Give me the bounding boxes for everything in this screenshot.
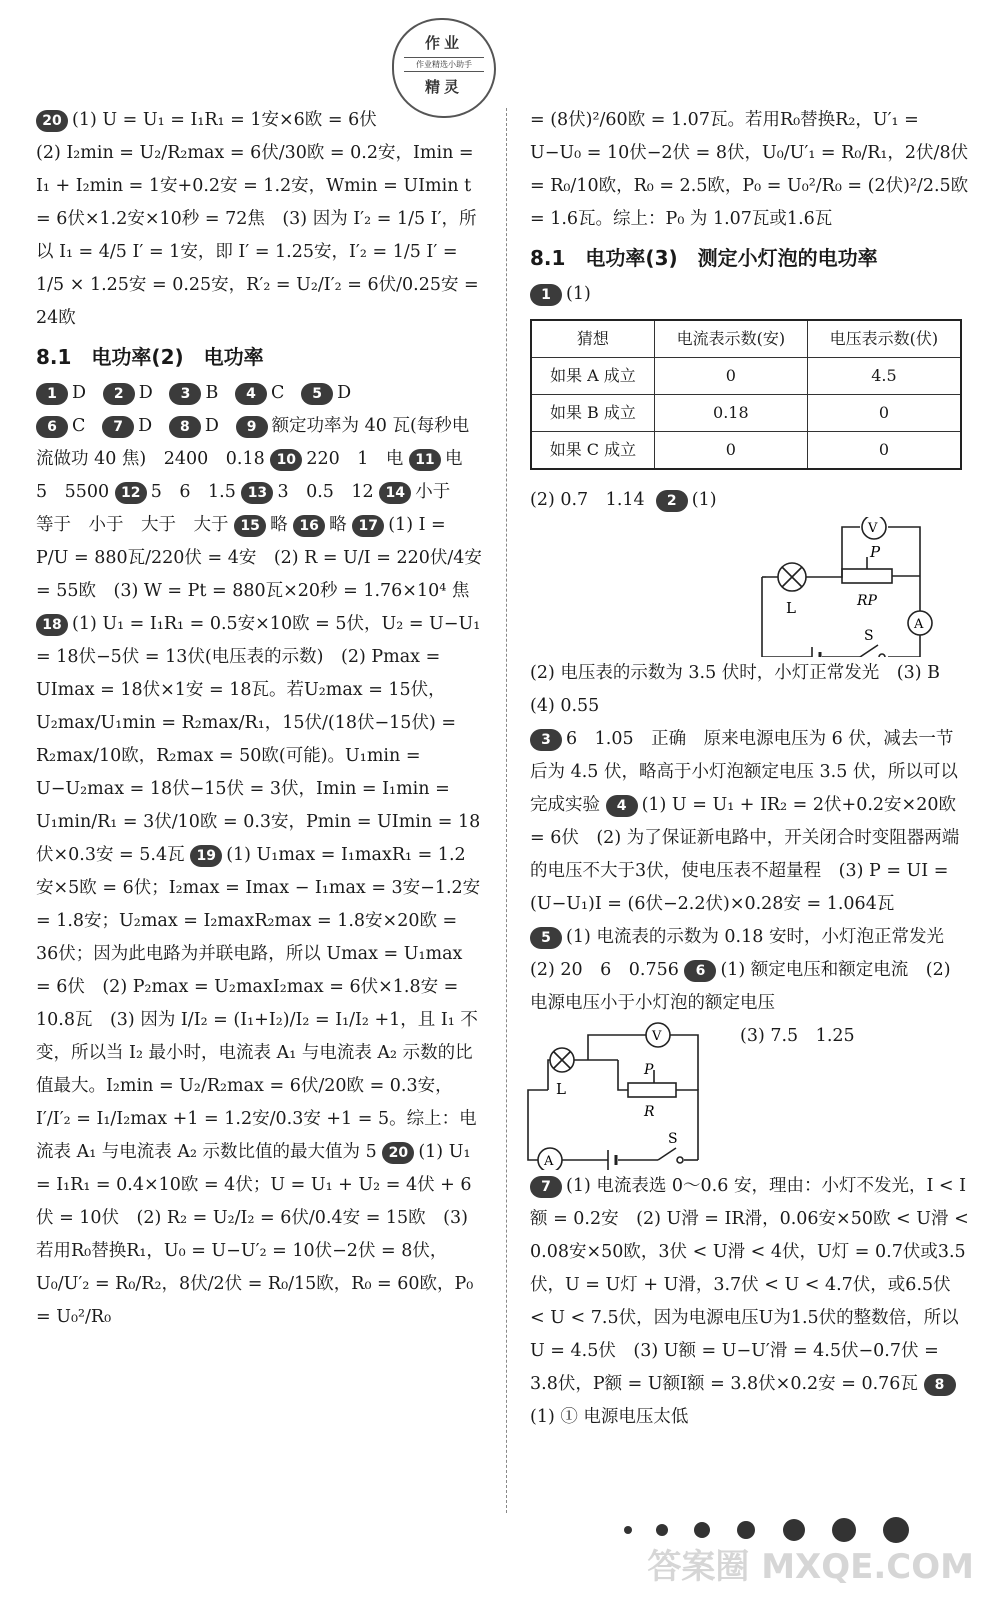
left-column: [36, 104, 482, 1334]
question-number: 10: [270, 449, 302, 471]
question-number: 2: [103, 383, 135, 405]
table-row: [531, 395, 961, 432]
table-cell: 0: [654, 358, 807, 395]
question-number: 1: [36, 383, 68, 405]
question-number: 19: [190, 845, 222, 867]
watermark: 答案圈 MXQE.COM: [647, 1547, 974, 1587]
answer-text: (1) 电流表的示数为 0.18 安时，小灯泡正常发光 (2) 20 6 0.756: [530, 927, 962, 980]
answer-text: (1) 额定电压和额定电流 (2) 电源电压小于小灯泡的额定电压: [530, 960, 951, 1013]
stamp-bottom-text: 精灵: [424, 78, 463, 96]
slider-label: P: [870, 543, 881, 561]
question-number: 18: [36, 614, 68, 636]
table-cell: 如果 B 成立: [531, 395, 654, 432]
stamp-top-text: 作业: [424, 34, 463, 52]
answer-text: D: [138, 383, 153, 403]
lamp-label: L: [556, 1080, 566, 1098]
switch-label: S: [668, 1131, 678, 1147]
answer-2-part2: (2) 电压表的示数为 3.5 伏时，小灯正常发光 (3) B (4) 0.55: [530, 663, 958, 716]
answer-text: 略: [329, 515, 347, 535]
question-number: 7: [102, 416, 134, 438]
question-number: 16: [293, 515, 325, 537]
question-number: 20: [382, 1142, 414, 1164]
voltmeter-label: V: [868, 521, 878, 536]
answer-text: B: [205, 383, 219, 403]
answer-text: (1) 电流表选 0～0.6 安，理由：小灯不发光，I < I额 = 0.2安 (2) U滑 = IR滑，0.06安×50欧 < U滑 < 0.08安×50欧，3伏 < U滑 < 4伏，U灯 = 0.7伏或3.5伏，U = U灯 + U滑，3.7伏 < U < 4.7伏，或6.5伏 < U < 7.5伏，因为电源电压U为1.5伏的整数倍，所以U = 4.5伏 (3) U额 = U−U′滑 = 4.5伏−0.7伏 = 3.8伏，P额 = U额I额 = 3.8伏×0.2安 = 0.76瓦: [530, 1176, 969, 1394]
question-number: 11: [409, 449, 441, 471]
answer-7: [530, 1170, 970, 1434]
answer-1: [530, 278, 970, 311]
stamp-middle-text: 作业精选小助手: [404, 57, 484, 72]
answer-20-continued: = (8伏)²/60欧 = 1.07瓦。若用R₀替换R₂，U′₁ = U−U₀ = 10伏−2伏 = 8伏，U₀/U′₁ = R₀/R₁，2伏/8伏 = R₀/10欧，R₀ = 2.5欧，P₀ = U₀²/R₀ = (2伏)²/2.5欧 = 1.6瓦。综上：P₀ 为 1.07瓦或1.6瓦: [530, 110, 969, 229]
table-header: 电压表示数(伏): [807, 320, 961, 358]
answer-20-part2: (2) I₂min = U₂/R₂max = 6伏/30欧 = 0.2安，Imin = I₁ + I₂min = 1安+0.2安 = 1.2安，Wmin = UImin t = 6伏×1.2安×10秒 = 72焦 (3) 因为 I′₂ = 1/5 I′，所以 I₁ = 4/5 I′ = 1安，即 I′ = 1.25安，I′₂ = 1/5 I′ = 1/5 × 1.25安 = 0.25安，R′₂ = U₂/I′₂ = 6伏/0.25安 = 24欧: [36, 143, 479, 328]
answer-1-part2: [530, 484, 970, 517]
table-cell: 如果 A 成立: [531, 358, 654, 395]
answer-5: [530, 921, 970, 1020]
answer-6-part3: (3) 7.5 1.25: [740, 1026, 855, 1046]
question-number: 2: [656, 490, 688, 512]
answer-text: (1) I = P/U = 880瓦/220伏 = 4安 (2) R = U/I = 220伏/4安 = 55欧 (3) W = Pt = 880瓦×20秒 = 1.76×10⁴ 焦: [36, 515, 482, 601]
table-cell: 0: [807, 432, 961, 470]
question-number: 5: [301, 383, 333, 405]
right-column: [530, 104, 970, 1434]
answer-18: [36, 608, 482, 1334]
answer-text: (1) ① 电源电压太低: [530, 1407, 689, 1427]
answer-text: (1) U = U₁ = I₁R₁ = 1安×6欧 = 6伏: [72, 110, 377, 130]
voltmeter-label: V: [652, 1029, 662, 1044]
answer-text: 额定功率为 40 瓦(每秒电流做功 40 焦) 2400 0.18: [36, 416, 470, 469]
answer-text: D: [138, 416, 153, 436]
stamp-seal: [392, 18, 496, 118]
circuit-2-block: [530, 1020, 970, 1170]
answer-3: [530, 723, 970, 921]
question-number: 3: [169, 383, 201, 405]
answer-text: 小于 等于 小于 大于 大于: [36, 482, 468, 535]
column-divider: [506, 108, 507, 1513]
answer-text: 5 6 1.5: [150, 482, 236, 502]
circuit-diagram-1: [530, 517, 970, 657]
table-cell: 0: [807, 395, 961, 432]
rheostat-label: R: [644, 1104, 655, 1120]
question-number: 4: [235, 383, 267, 405]
question-number: 4: [606, 795, 638, 817]
answer-text: (1) U₁ = I₁R₁ = 0.4×10欧 = 4伏；U = U₁ + U₂ = 4伏 + 6伏 = 10伏 (2) R₂ = U₂/I₂ = 6伏/0.4安 = 15欧 (3) 若用R₀替换R₁，U₀ = U−U′₂ = 10伏−2伏 = 8伏，U₀/U′₂ = R₀/R₂，8伏/2伏 = R₀/15欧，R₀ = 60欧，P₀ = U₀²/R₀: [36, 1142, 474, 1327]
question-number: 8: [169, 416, 201, 438]
table-cell: 0.18: [654, 395, 807, 432]
answer-text: (1) U = U₁ + IR₂ = 2伏+0.2安×20欧 = 6伏 (2) 为了保证新电路中，开关闭合时变阻器两端的电压不大于3伏，使电压表不超量程 (3) P = UI = (U−U₁)I = (6伏−2.2伏)×0.28安 = 1.064瓦: [530, 795, 960, 914]
choice-answers: [36, 377, 482, 608]
question-number: 17: [352, 515, 384, 537]
question-number: 13: [241, 482, 273, 504]
question-number: 15: [234, 515, 266, 537]
table-cell: 4.5: [807, 358, 961, 395]
question-number: 12: [115, 482, 147, 504]
question-number: 5: [530, 927, 562, 949]
answer-text: (1) U₁ = I₁R₁ = 0.5安×10欧 = 5伏，U₂ = U−U₁ = 18伏−5伏 = 13伏(电压表的示数) (2) Pmax = UImax = 18伏×1安 = 18瓦。若U₂max = 15伏，U₂max/U₁min = R₂max/R₁，15伏/(18伏−15伏) = R₂max/10欧，R₂max = 50欧(可能)。U₁min = U−U₂max = 18伏−15伏 = 3伏，Imin = I₁min = U₁min/R₁ = 3伏/10欧 = 0.3安，Pmin = UImin = 18伏×0.3安 = 5.4瓦: [36, 614, 481, 865]
table-header-row: [531, 320, 961, 358]
question-number: 6: [684, 960, 716, 982]
switch-label: S: [864, 628, 874, 644]
answer-text: 略: [270, 515, 288, 535]
table-header: 猜想: [531, 320, 654, 358]
answer-text: 3 0.5 12: [277, 482, 374, 502]
answer-text: (1): [566, 284, 591, 304]
section-title: 8.1 电功率(2) 电功率: [36, 345, 264, 369]
answer-text: 电 5 5500: [36, 449, 480, 502]
question-number: 8: [924, 1374, 956, 1396]
table-header: 电流表示数(安): [654, 320, 807, 358]
answer-20-part1: [36, 104, 482, 137]
answer-text: C: [271, 383, 285, 403]
answer-text: (1) U₁max = I₁maxR₁ = 1.2安×5欧 = 6伏；I₂max = Imax − I₁max = 3安−1.2安 = 1.8安；U₂max = I₂maxR₂max = 1.8安×20欧 = 36伏；因为此电路为并联电路，所以 Umax = U₁max = 6伏 (2) P₂max = U₂maxI₂max = 6伏×1.8安 = 10.8瓦 (3) 因为 I/I₂ = (I₁+I₂)/I₂ = I₁/I₂ +1，且 I₁ 不变，所以当 I₂ 最小时，电流表 A₁ 与电流表 A₂ 示数的比值最大。I₂min = U₂/R₂max = 6伏/20欧 = 0.3安，I′/I′₂ = I₁/I₂max +1 = 1.2安/0.3安 +1 = 5。综上：电流表 A₁ 与电流表 A₂ 示数比值的最大值为 5: [36, 845, 481, 1162]
table-cell: 如果 C 成立: [531, 432, 654, 470]
question-number: 3: [530, 729, 562, 751]
ammeter-label: A: [544, 1154, 554, 1169]
lamp-label: L: [786, 599, 796, 617]
question-number: 6: [36, 416, 68, 438]
slider-label: P: [644, 1062, 654, 1078]
table-row: [531, 358, 961, 395]
question-number: 1: [530, 284, 562, 306]
answer-text: C: [72, 416, 86, 436]
question-number: 9: [236, 416, 268, 438]
table-cell: 0: [654, 432, 807, 470]
answer-text: D: [72, 383, 87, 403]
answer-text: (1): [691, 490, 717, 510]
guess-table: [530, 319, 962, 470]
answer-text: D: [204, 416, 219, 436]
question-number: 14: [379, 482, 411, 504]
answer-text: D: [337, 383, 352, 403]
ammeter-label: A: [914, 617, 924, 632]
section-title: 8.1 电功率(3) 测定小灯泡的电功率: [530, 246, 878, 270]
answer-text: (2) 0.7 1.14: [530, 490, 645, 510]
answer-text: 6 1.05 正确 原来电源电压为 6 伏，减去一节后为 4.5 伏，略高于小灯泡额定电压 3.5 伏，所以可以完成实验: [530, 729, 958, 815]
rheostat-label: RP: [857, 593, 877, 609]
table-row: [531, 432, 961, 470]
answer-text: 220 1 电: [306, 449, 404, 469]
question-number: 20: [36, 110, 68, 132]
circuit-diagram-2: [518, 1020, 738, 1170]
question-number: 7: [530, 1176, 562, 1198]
